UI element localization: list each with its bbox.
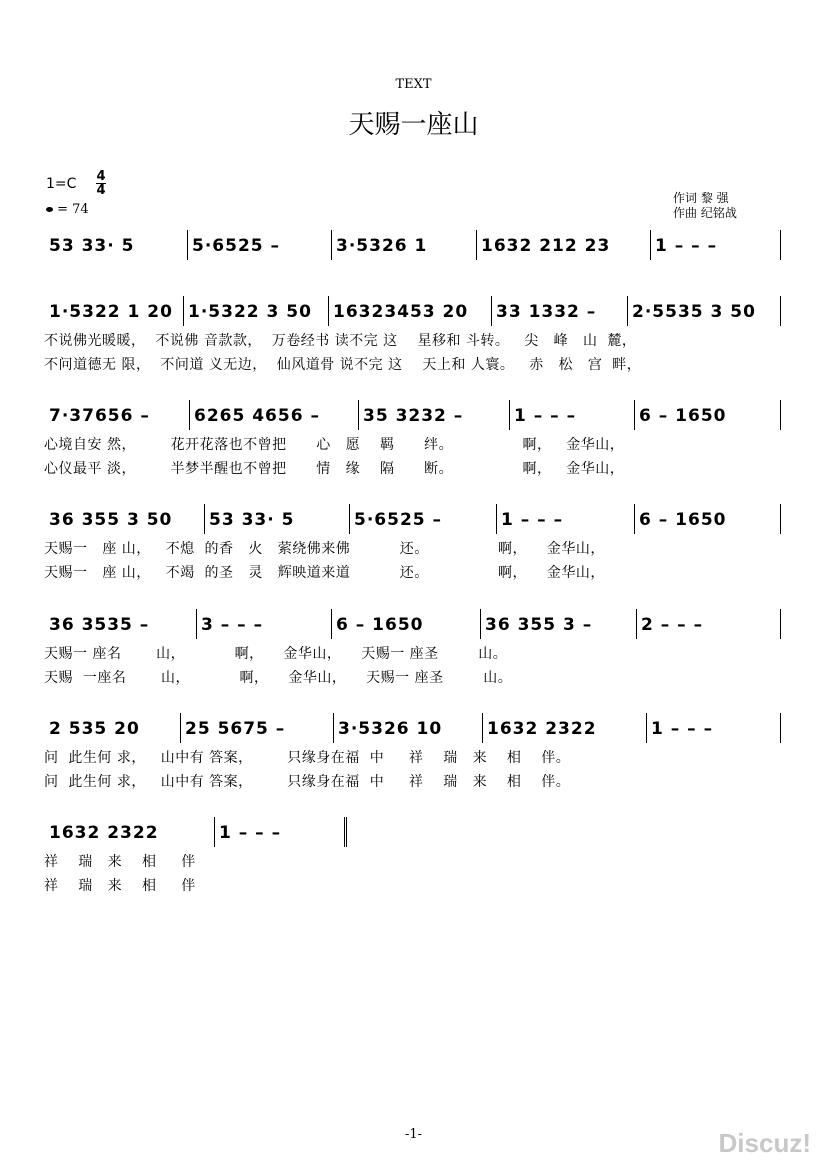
measure: 36 355 3 – bbox=[485, 615, 593, 635]
tempo-value: = 74 bbox=[57, 202, 89, 217]
barline bbox=[333, 713, 334, 743]
key-signature: 1=C bbox=[46, 176, 77, 192]
barline bbox=[491, 296, 492, 326]
barline bbox=[646, 713, 647, 743]
barline bbox=[204, 504, 205, 534]
barline bbox=[331, 230, 332, 260]
notation-line bbox=[44, 717, 784, 747]
subtitle: TEXT bbox=[395, 77, 432, 92]
measure: 7·37656 – bbox=[49, 406, 150, 426]
measure: 1 – – – bbox=[651, 719, 714, 739]
lyric-line: 心境自安 然， 花开花落也不曾把 心 愿 羁 绊。 啊， 金华山， bbox=[44, 437, 625, 453]
measure: 1 – – – bbox=[219, 823, 282, 843]
page-number: -1- bbox=[404, 1127, 423, 1142]
credits bbox=[673, 191, 737, 221]
barline bbox=[214, 817, 215, 847]
measure: 1632 2322 bbox=[487, 719, 597, 739]
score-system bbox=[44, 717, 784, 790]
barline bbox=[189, 400, 190, 430]
lyric-line: 问 此生何 求， 山中有 答案， 只缘身在福 中 祥 瑞 来 相 伴。 bbox=[44, 774, 571, 790]
barline bbox=[634, 504, 635, 534]
measure: 6 – 1650 bbox=[336, 615, 424, 635]
watermark: Discuz! bbox=[718, 1128, 811, 1158]
measure: 6 – 1650 bbox=[639, 510, 727, 530]
measure: 5·6525 – bbox=[354, 510, 443, 530]
quarter-note-icon bbox=[46, 207, 53, 212]
lyric-line: 天赐一 座名 山， 啊， 金华山， 天赐一 座圣 山。 bbox=[44, 646, 508, 662]
barline bbox=[496, 504, 497, 534]
final-barline bbox=[344, 817, 351, 847]
notation-line bbox=[44, 613, 784, 643]
barline bbox=[480, 609, 481, 639]
barline bbox=[180, 713, 181, 743]
measure: 1 – – – bbox=[501, 510, 564, 530]
measure: 3·5326 1 bbox=[336, 236, 428, 256]
measure: 36 355 3 50 bbox=[49, 510, 173, 530]
measure: 16323453 20 bbox=[333, 302, 469, 322]
lyric-line: 不说佛光暖暖， 不说佛 音款款， 万卷经书 读不完 这 星移和 斗转。 尖 峰 山 麓， bbox=[44, 333, 637, 349]
lyric-line: 祥 瑞 来 相 伴 bbox=[44, 854, 196, 870]
barline bbox=[780, 609, 781, 639]
measure: 2·5535 3 50 bbox=[632, 302, 756, 322]
notation-line bbox=[44, 234, 784, 264]
measure: 33 1332 – bbox=[496, 302, 597, 322]
time-signature-top: 4 bbox=[96, 169, 106, 184]
measure: 36 3535 – bbox=[49, 615, 150, 635]
score-system bbox=[44, 404, 784, 477]
lyric-line: 心仪最平 淡， 半梦半醒也不曾把 情 缘 隔 断。 啊， 金华山， bbox=[44, 461, 625, 477]
barline bbox=[636, 609, 637, 639]
lyric-line: 祥 瑞 来 相 伴 bbox=[44, 878, 196, 894]
barline bbox=[509, 400, 510, 430]
measure: 3 – – – bbox=[201, 615, 264, 635]
lyric-line: 问 此生何 求， 山中有 答案， 只缘身在福 中 祥 瑞 来 相 伴。 bbox=[44, 750, 571, 766]
notation-line bbox=[44, 300, 784, 330]
tempo-marking bbox=[46, 202, 89, 217]
measure: 1·5322 3 50 bbox=[188, 302, 312, 322]
score-system bbox=[44, 613, 784, 686]
measure: 5·6525 – bbox=[192, 236, 281, 256]
barline bbox=[634, 400, 635, 430]
measure: 1 – – – bbox=[655, 236, 718, 256]
score-system bbox=[44, 508, 784, 581]
barline bbox=[328, 296, 329, 326]
measure: 2 – – – bbox=[641, 615, 704, 635]
notation-line bbox=[44, 508, 784, 538]
score-system bbox=[44, 821, 784, 894]
lyric-line: 不问道德无 限， 不问道 义无边， 仙风道骨 说不完 这 天上和 人寰。 赤 松 宫 畔， bbox=[44, 357, 642, 373]
barline bbox=[196, 609, 197, 639]
measure: 1 – – – bbox=[514, 406, 577, 426]
score-system bbox=[44, 300, 784, 373]
lyric-line: 天赐一 座 山， 不竭 的圣 灵 辉映道来道 还。 啊， 金华山， bbox=[44, 565, 605, 581]
measure: 2 535 20 bbox=[49, 719, 140, 739]
page-title: 天赐一座山 bbox=[348, 110, 479, 140]
barline bbox=[482, 713, 483, 743]
barline bbox=[780, 713, 781, 743]
measure: 6 – 1650 bbox=[639, 406, 727, 426]
measure: 6265 4656 – bbox=[194, 406, 320, 426]
notation-line bbox=[44, 404, 784, 434]
score-system bbox=[44, 234, 784, 264]
barline bbox=[476, 230, 477, 260]
barline bbox=[187, 230, 188, 260]
barline bbox=[627, 296, 628, 326]
barline bbox=[331, 609, 332, 639]
barline bbox=[780, 504, 781, 534]
composer: 作曲 纪铭战 bbox=[673, 206, 737, 220]
time-signature-bottom: 4 bbox=[96, 183, 106, 198]
barline bbox=[183, 296, 184, 326]
barline bbox=[780, 296, 781, 326]
lyricist: 作词 黎 强 bbox=[673, 191, 729, 205]
barline bbox=[349, 504, 350, 534]
barline bbox=[358, 400, 359, 430]
measure: 3·5326 10 bbox=[338, 719, 443, 739]
measure: 53 33· 5 bbox=[49, 236, 135, 256]
barline bbox=[780, 400, 781, 430]
measure: 35 3232 – bbox=[363, 406, 464, 426]
lyric-line: 天赐一 座 山， 不熄 的香 火 萦绕佛来佛 还。 啊， 金华山， bbox=[44, 541, 605, 557]
measure: 53 33· 5 bbox=[209, 510, 295, 530]
lyric-line: 天赐 一座名 山， 啊， 金华山， 天赐一 座圣 山。 bbox=[44, 670, 513, 686]
measure: 1·5322 1 20 bbox=[49, 302, 173, 322]
barline bbox=[780, 230, 781, 260]
measure: 25 5675 – bbox=[185, 719, 286, 739]
barline bbox=[650, 230, 651, 260]
measure: 1632 2322 bbox=[49, 823, 159, 843]
notation-line bbox=[44, 821, 784, 851]
measure: 1632 212 23 bbox=[481, 236, 611, 256]
